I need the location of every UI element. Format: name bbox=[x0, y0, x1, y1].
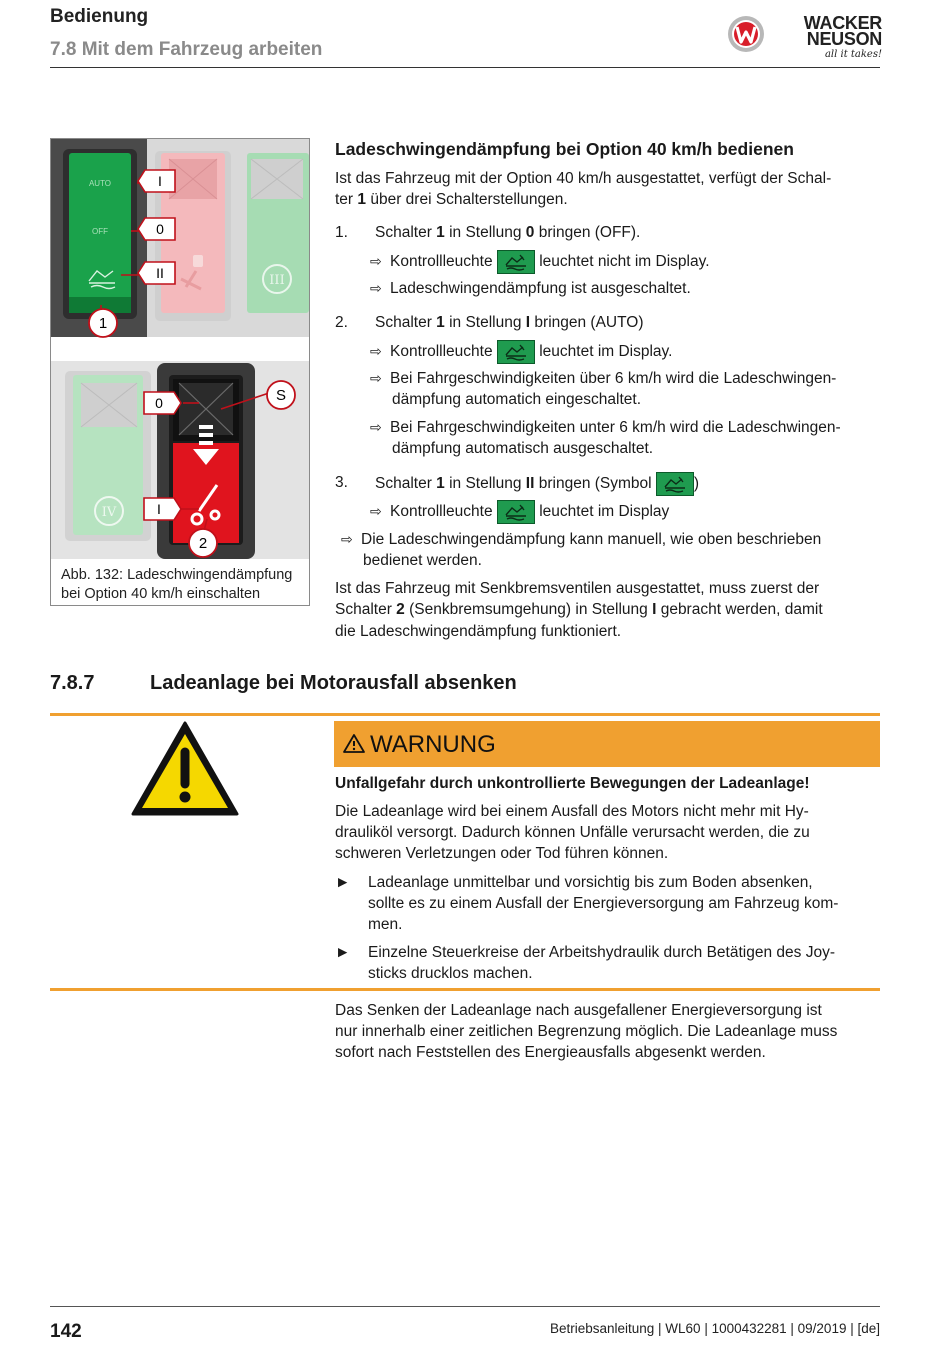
switch-symbol-iii: III bbox=[269, 273, 285, 288]
result-arrow-icon: ⇨ bbox=[370, 253, 382, 270]
section-heading: Ladeanlage bei Motorausfall absenken bbox=[150, 672, 517, 694]
step-1-result-2: ⇨ Ladeschwingendämpfung ist ausgeschaltet. bbox=[370, 280, 691, 297]
warning-label: WARNUNG bbox=[370, 731, 496, 758]
svg-text:S: S bbox=[275, 387, 287, 404]
subsection-title: Ladeschwingendämpfung bei Option 40 km/h bedienen bbox=[335, 139, 794, 159]
brand-line1: WACKER bbox=[803, 13, 882, 33]
step-3-result-1: ⇨ Kontrollleuchte leuchtet im Display bbox=[370, 500, 669, 524]
step-1-number: 1. bbox=[335, 224, 348, 241]
indicator-lamp-icon bbox=[497, 340, 535, 364]
step-2-result-1: ⇨ Kontrollleuchte leuchtet im Display. bbox=[370, 340, 672, 364]
step-1-text: Schalter 1 in Stellung 0 bringen (OFF). bbox=[375, 224, 641, 241]
lock-icon bbox=[193, 255, 203, 267]
callout-lower-I bbox=[143, 497, 183, 521]
result-arrow-icon: ⇨ bbox=[370, 370, 382, 386]
final-result-cont: bedienet werden. bbox=[363, 552, 482, 569]
action-1-line3: men. bbox=[368, 916, 403, 933]
warning-body-line1: Die Ladeanlage wird bei einem Ausfall des Motors nicht mehr mit Hy- bbox=[335, 803, 809, 820]
result-arrow-icon: ⇨ bbox=[370, 280, 382, 296]
warning-triangle-icon bbox=[130, 720, 240, 823]
callout-S bbox=[265, 379, 297, 411]
intro-line1: Ist das Fahrzeug mit der Option 40 km/h ausgestattet, verfügt der Schal- bbox=[335, 170, 832, 187]
step-2-result-3-cont: dämpfung automatisch ausgeschaltet. bbox=[392, 440, 654, 457]
warning-body-line2: drauliköl versorgt. Dadurch können Unfälle verursacht werden, die zu bbox=[335, 824, 810, 841]
caption-line2: bei Option 40 km/h einschalten bbox=[61, 586, 261, 602]
result-arrow-icon: ⇨ bbox=[341, 531, 353, 547]
wacker-neuson-logo-icon bbox=[727, 15, 765, 53]
svg-text:0: 0 bbox=[156, 221, 164, 237]
intro-line2: ter 1 über drei Schalterstellungen. bbox=[335, 191, 568, 208]
indicator-lamp-icon bbox=[497, 250, 535, 274]
closing-line2: nur innerhalb einer zeitlichen Begrenzung möglich. Die Ladeanlage muss bbox=[335, 1023, 838, 1040]
figure-switch-panel bbox=[50, 138, 310, 606]
caption-line1: Abb. 132: Ladeschwingendämpfung bbox=[61, 567, 293, 583]
warning-top-rule bbox=[50, 713, 880, 716]
step-3-number: 3. bbox=[335, 474, 348, 491]
action-bullet-icon: ► bbox=[335, 874, 351, 891]
step-1-result-1: ⇨ Kontrollleuchte leuchtet nicht im Display. bbox=[370, 250, 710, 274]
brand-line2: NEUSON bbox=[806, 29, 882, 49]
step-2-number: 2. bbox=[335, 314, 348, 331]
callout-switch-2 bbox=[187, 527, 219, 559]
footer-divider bbox=[50, 1306, 880, 1307]
switch-symbol-iv: IV bbox=[101, 505, 117, 520]
callout-switch-1 bbox=[87, 307, 119, 339]
indicator-lamp-icon bbox=[497, 500, 535, 524]
svg-text:0: 0 bbox=[155, 395, 163, 411]
brand-logo bbox=[790, 15, 882, 60]
result-arrow-icon: ⇨ bbox=[370, 343, 382, 360]
result-arrow-icon: ⇨ bbox=[370, 503, 382, 520]
svg-text:I: I bbox=[157, 501, 161, 517]
final-result: ⇨ Die Ladeschwingendämpfung kann manuell, wie oben beschrieben bbox=[341, 531, 822, 548]
page-number: 142 bbox=[50, 1321, 82, 1342]
action-1-line2: sollte es zu einem Ausfall der Energieversorgung am Fahrzeug kom- bbox=[368, 895, 839, 912]
indicator-lamp-icon bbox=[656, 472, 694, 496]
result-arrow-icon: ⇨ bbox=[370, 419, 382, 435]
svg-text:2: 2 bbox=[198, 535, 208, 552]
action-2-line1: Einzelne Steuerkreise der Arbeitshydraulik durch Betätigen des Joy- bbox=[368, 944, 835, 961]
switch-label-auto: AUTO bbox=[88, 179, 112, 188]
closing-line3: sofort nach Feststellen des Energieausfalls abgesenkt werden. bbox=[335, 1044, 766, 1061]
svg-text:I: I bbox=[158, 173, 162, 189]
step-2-result-2-cont: dämpfung automatich eingeschaltet. bbox=[392, 391, 642, 408]
section-title: 7.8 Mit dem Fahrzeug arbeiten bbox=[50, 39, 323, 60]
callout-upper-II bbox=[137, 261, 177, 285]
figure-caption bbox=[61, 566, 306, 604]
note-line2: Schalter 2 (Senkbremsumgehung) in Stellung I gebracht werden, damit bbox=[335, 601, 823, 618]
switch-label-off: OFF bbox=[92, 227, 108, 236]
warning-body-line3: schweren Verletzungen oder Tod führen können. bbox=[335, 845, 669, 862]
brand-tagline: all it takes! bbox=[824, 49, 882, 60]
step-2-result-3: ⇨ Bei Fahrgeschwindigkeiten unter 6 km/h wird die Ladeschwingen- bbox=[370, 419, 841, 436]
svg-text:II: II bbox=[156, 265, 164, 281]
warning-headline: Unfallgefahr durch unkontrollierte Bewegungen der Ladeanlage! bbox=[335, 775, 810, 792]
header-divider bbox=[50, 67, 880, 68]
callout-upper-I bbox=[137, 169, 177, 193]
section-number: 7.8.7 bbox=[50, 672, 95, 694]
callout-upper-0 bbox=[137, 217, 177, 241]
svg-text:1: 1 bbox=[98, 315, 108, 332]
chapter-title: Bedienung bbox=[50, 6, 149, 27]
footer-meta: Betriebsanleitung | WL60 | 1000432281 | 09/2019 | [de] bbox=[549, 1321, 880, 1336]
switch-illustration bbox=[51, 139, 309, 559]
action-1-line1: Ladeanlage unmittelbar und vorsichtig bis zum Boden absenken, bbox=[368, 874, 813, 891]
step-2-text: Schalter 1 in Stellung I bringen (AUTO) bbox=[375, 314, 644, 331]
note-line1: Ist das Fahrzeug mit Senkbremsventilen ausgestattet, muss zuerst der bbox=[335, 580, 820, 597]
action-bullet-icon: ► bbox=[335, 944, 351, 961]
closing-line1: Das Senken der Ladeanlage nach ausgefallener Energieversorgung ist bbox=[335, 1002, 822, 1019]
callout-lower-0 bbox=[143, 391, 183, 415]
action-2-line2: sticks drucklos machen. bbox=[368, 965, 533, 982]
note-line3: die Ladeschwingendämpfung funktioniert. bbox=[335, 623, 622, 640]
step-2-result-2: ⇨ Bei Fahrgeschwindigkeiten über 6 km/h wird die Ladeschwingen- bbox=[370, 370, 837, 387]
warning-small-icon bbox=[342, 733, 366, 759]
step-3-text: Schalter 1 in Stellung II bringen (Symbol ) bbox=[375, 472, 699, 496]
warning-bottom-rule bbox=[50, 988, 880, 991]
